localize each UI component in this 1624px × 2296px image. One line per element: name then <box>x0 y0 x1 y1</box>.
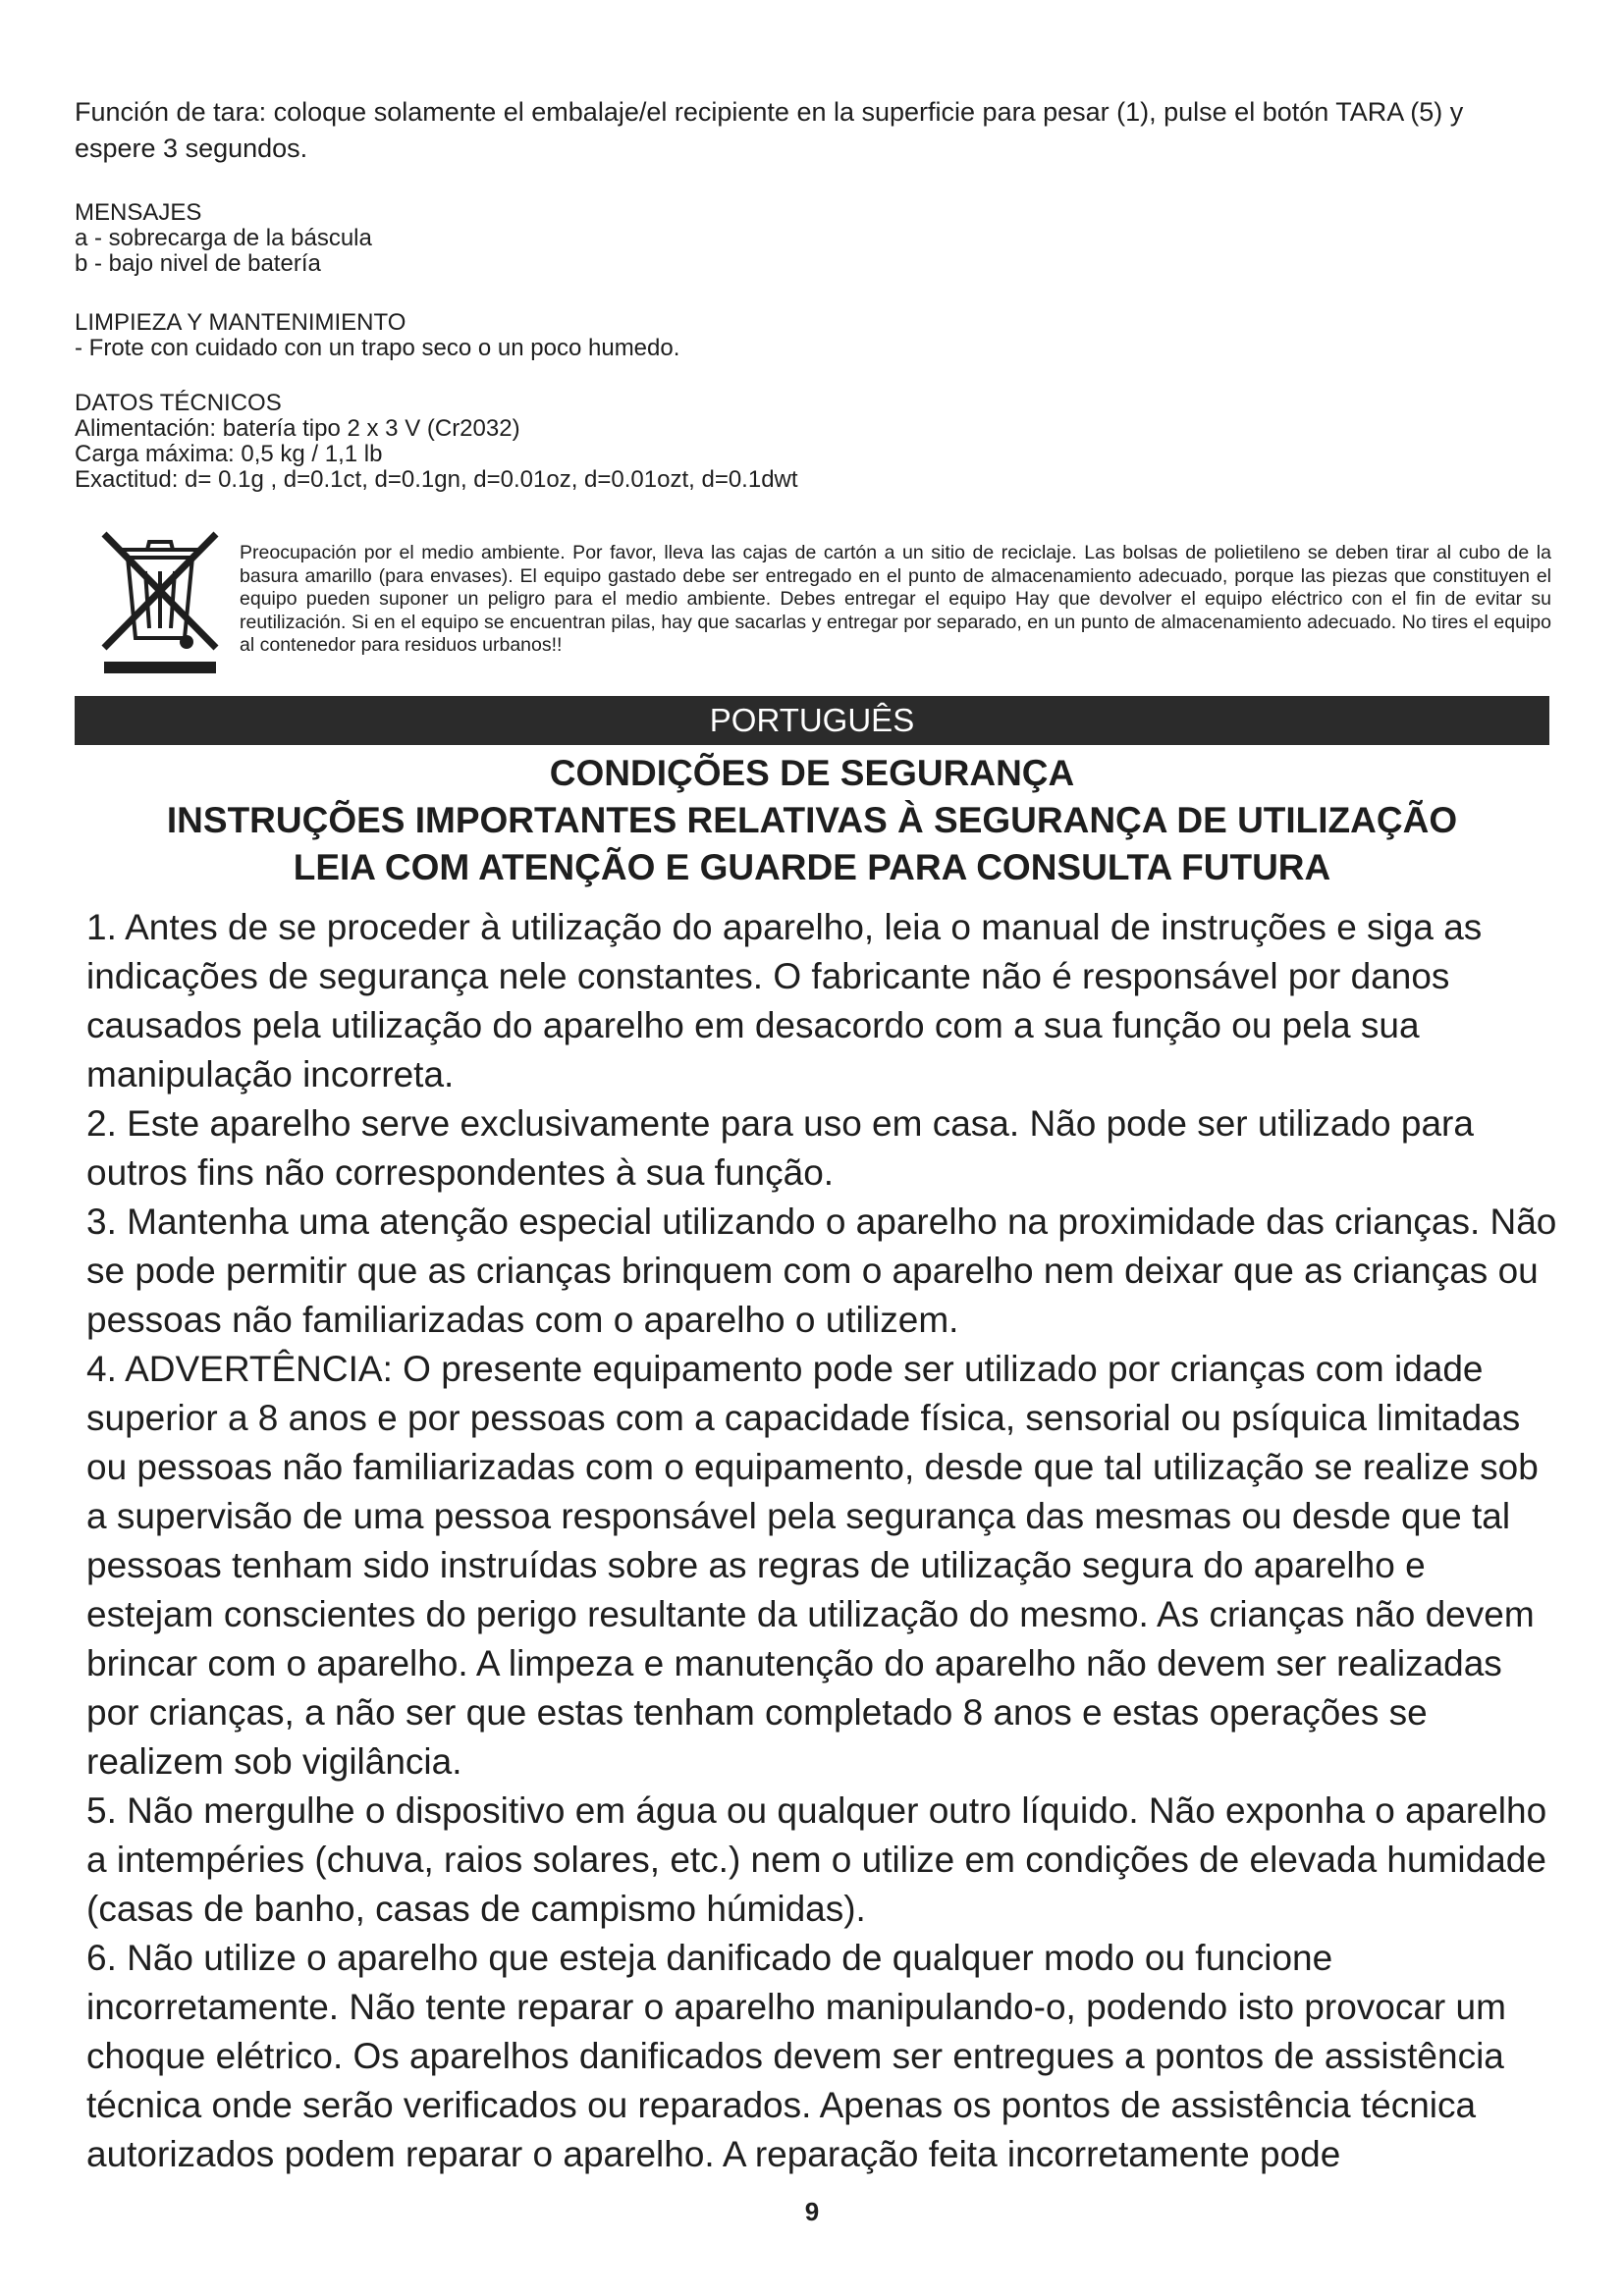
technical-data-line: Alimentación: batería tipo 2 x 3 V (Cr2032) <box>75 415 520 442</box>
list-item: 2. Este aparelho serve exclusivamente para uso em casa. Não pode ser utilizado para outros fins não correspondentes à sua função. <box>86 1103 1474 1193</box>
list-item: 4. ADVERTÊNCIA: O presente equipamento pode ser utilizado por crianças com idade superior a 8 anos e por pessoas com a capacidade física, sensorial ou psíquica limitadas ou pessoas não familiarizadas com o equipamento, desde que tal utilização se realize sob a supervisão de uma pessoa responsável pela segurança das mesmas ou desde que tal pessoas tenham sido instruídas sobre as regras de utilização segura do aparelho e estejam conscientes do perigo resultante da utilização do mesmo. As crianças não devem brincar com o aparelho. A limpeza e manutenção do aparelho não devem ser realizadas por crianças, a não ser que estas tenham completado 8 anos e estas operações se realizem sob vigilância. <box>86 1349 1539 1782</box>
messages-line: b - bajo nivel de batería <box>75 250 321 277</box>
environment-notice: Preocupación por el medio ambiente. Por favor, lleva las cajas de cartón a un sitio de reciclaje. Las bolsas de polietileno se deben tirar al cubo de la basura amarillo (para envases). El equipo gastado debe ser entregado en el punto de almacenamiento adecuado, porque las piezas que constituyen el equipo pueden suponer un peligro para el medio ambiente. Debes entregar el equipo Hay que devolver el equipo eléctrico con el fin de evitar su reutilización. Si en el equipo se encuentran pilas, hay que sacarlas y entregar por separado, en un punto de almacenamiento adecuado. No tires el equipo al contenedor para residuos urbanos!! <box>240 542 1551 656</box>
technical-data-section <box>75 391 1056 493</box>
list-item: 3. Mantenha uma atenção especial utilizando o aparelho na proximidade das crianças. Não se pode permitir que as crianças brinquem com o aparelho nem deixar que as crianças ou pessoas não familiarizadas com o aparelho o utilizem. <box>86 1201 1557 1340</box>
section-subheading: INSTRUÇÕES IMPORTANTES RELATIVAS À SEGURANÇA DE UTILIZAÇÃO <box>166 800 1458 840</box>
page-number: 9 <box>804 2197 820 2226</box>
list-item: 1. Antes de se proceder à utilização do aparelho, leia o manual de instruções e siga as indicações de segurança nele constantes. O fabricante não é responsável por danos causados pela utilização do aparelho em desacordo com a sua função ou pela sua manipulação incorreta. <box>86 907 1483 1095</box>
messages-title: MENSAJES <box>75 199 202 226</box>
list-item: 5. Não mergulhe o dispositivo em água ou qualquer outro líquido. Não exponha o aparelho a intempéries (chuva, raios solares, etc.) nem o utilize em condições de elevada humidade (casas de banho, casas de campismo húmidas). <box>86 1790 1547 1929</box>
section-subheading: LEIA COM ATENÇÃO E GUARDE PARA CONSULTA FUTURA <box>293 847 1331 887</box>
cleaning-line: - Frote con cuidado con un trapo seco o un poco humedo. <box>75 335 680 361</box>
list-item: 6. Não utilize o aparelho que esteja danificado de qualquer modo ou funcione incorretamente. Não tente reparar o aparelho manipulando-o, podendo isto provocar um choque elétrico. Os aparelhos danificados devem ser entregues a pontos de assistência técnica onde serão verificados ou reparados. Apenas os pontos de assistência técnica autorizados podem reparar o aparelho. A reparação feita incorretamente pode <box>86 1938 1506 2174</box>
cleaning-title: LIMPIEZA Y MANTENIMIENTO <box>75 309 406 336</box>
section-heading: CONDIÇÕES DE SEGURANÇA <box>549 753 1075 793</box>
messages-section <box>75 200 1056 277</box>
messages-line: a - sobrecarga de la báscula <box>75 225 372 251</box>
crossed-out-wheelie-bin-icon <box>98 528 222 677</box>
technical-data-line: Carga máxima: 0,5 kg / 1,1 lb <box>75 441 383 467</box>
technical-data-line: Exactitud: d= 0.1g , d=0.1ct, d=0.1gn, d=0.01oz, d=0.01ozt, d=0.1dwt <box>75 466 798 493</box>
safety-headings <box>75 750 1549 891</box>
tare-function-paragraph: Función de tara: coloque solamente el embalaje/el recipiente en la superficie para pesar (1), pulse el botón TARA (5) y espere 3 segundos. <box>75 97 1464 163</box>
technical-data-title: DATOS TÉCNICOS <box>75 390 282 416</box>
cleaning-section <box>75 310 1056 361</box>
safety-instructions-list <box>86 903 1559 2179</box>
language-bar: PORTUGUÊS <box>75 696 1549 745</box>
